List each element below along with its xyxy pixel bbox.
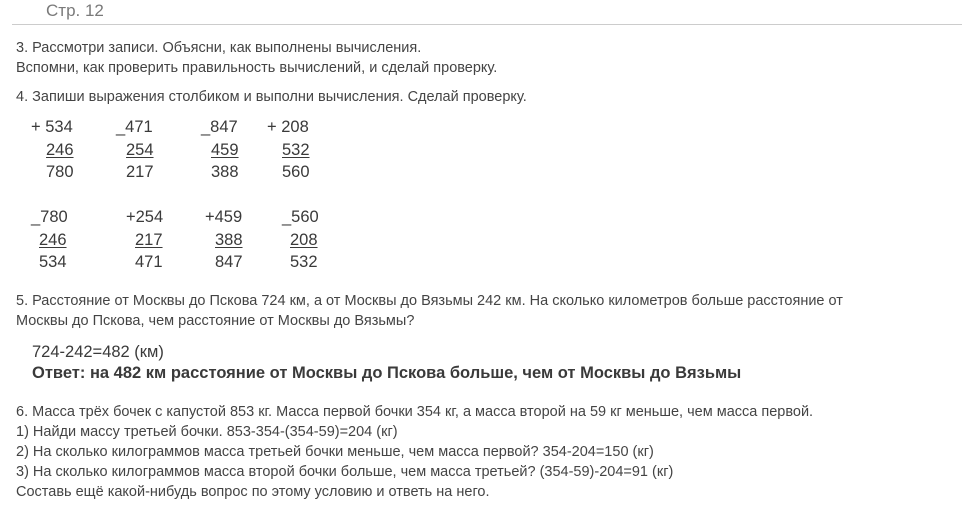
task5-solution: 724-242=482 (км) bbox=[32, 343, 164, 361]
task6-line2: 1) Найди массу третьей бочки. 853-354-(354-59)=204 (кг) bbox=[16, 424, 398, 440]
task5-line2: Москвы до Пскова, чем расстояние от Москвы до Вязьмы? bbox=[16, 313, 415, 329]
task6-line5: Составь ещё какой-нибудь вопрос по этому условию и ответь на него. bbox=[16, 484, 490, 500]
col1-row2-bottom: 246 bbox=[39, 231, 67, 249]
task5-answer: Ответ: на 482 км расстояние от Москвы до Пскова больше, чем от Москвы до Вязьмы bbox=[32, 364, 742, 382]
col3-row2-top: +459 bbox=[205, 208, 243, 226]
task4-line1: 4. Запиши выражения столбиком и выполни вычисления. Сделай проверку. bbox=[16, 89, 527, 105]
col4-row1-result: 560 bbox=[282, 163, 310, 181]
col1-row2-top: _780 bbox=[31, 208, 68, 226]
col3-row2-result: 847 bbox=[215, 253, 243, 271]
col4-row1-bottom: 532 bbox=[282, 141, 310, 159]
task6-line3: 2) На сколько килограммов масса третьей бочки меньше, чем масса первой? 354-204=150 (кг) bbox=[16, 444, 654, 460]
col4-row2-bottom: 208 bbox=[290, 231, 318, 249]
page-header bbox=[12, 0, 962, 25]
col3-row2-bottom: 388 bbox=[215, 231, 243, 249]
col3-row1-bottom: 459 bbox=[211, 141, 239, 159]
col1-row2-result: 534 bbox=[39, 253, 67, 271]
col2-row2-result: 471 bbox=[135, 253, 163, 271]
task3-line1: 3. Рассмотри записи. Объясни, как выполнены вычисления. bbox=[16, 40, 422, 56]
page-label: Стр. 12 bbox=[46, 1, 104, 20]
col1-row1-bottom: 246 bbox=[46, 141, 74, 159]
task6-line1: 6. Масса трёх бочек с капустой 853 кг. Масса первой бочки 354 кг, а масса второй на 59 кг меньше, чем масса первой. bbox=[16, 404, 814, 420]
col2-row1-bottom: 254 bbox=[126, 141, 154, 159]
col1-row1-result: 780 bbox=[46, 163, 74, 181]
col4-row2-top: _560 bbox=[282, 208, 319, 226]
col3-row1-result: 388 bbox=[211, 163, 239, 181]
col2-row2-top: +254 bbox=[126, 208, 164, 226]
col2-row1-result: 217 bbox=[126, 163, 154, 181]
col4-row1-top: + 208 bbox=[267, 118, 309, 136]
col3-row1-top: _847 bbox=[201, 118, 238, 136]
task3-line2: Вспомни, как проверить правильность вычислений, и сделай проверку. bbox=[16, 60, 498, 76]
col2-row2-bottom: 217 bbox=[135, 231, 163, 249]
col4-row2-result: 532 bbox=[290, 253, 318, 271]
task6-line4: 3) На сколько килограммов масса второй бочки больше, чем масса третьей? (354-59)-204=91 (кг) bbox=[16, 464, 674, 480]
col2-row1-top: _471 bbox=[116, 118, 153, 136]
col1-row1-top: + 534 bbox=[31, 118, 73, 136]
task5-line1: 5. Расстояние от Москвы до Пскова 724 км, а от Москвы до Вязьмы 242 км. На сколько километров больше расстояние от bbox=[16, 293, 843, 309]
